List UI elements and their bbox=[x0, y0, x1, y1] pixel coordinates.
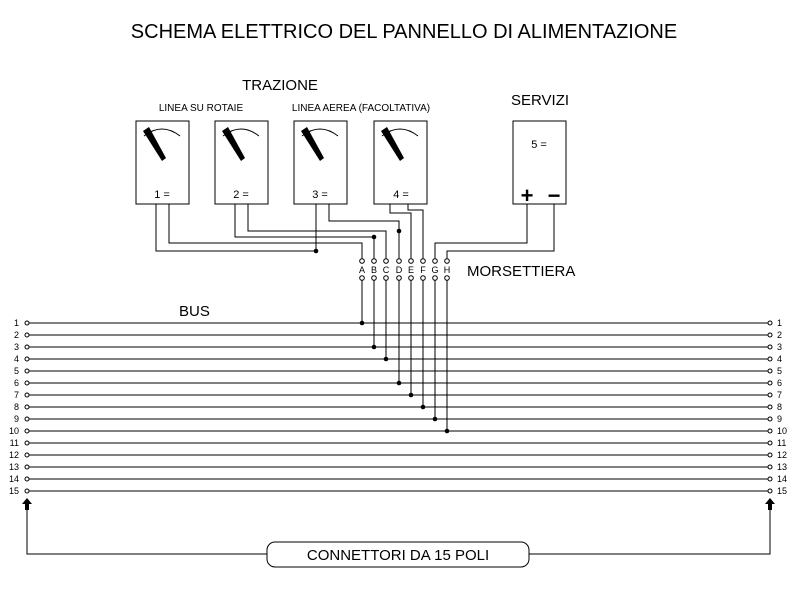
terminal-g bbox=[431, 259, 438, 281]
terminal-d bbox=[396, 259, 403, 281]
terminal-label: F bbox=[420, 265, 426, 275]
right-connector-arrow-icon bbox=[765, 498, 775, 510]
bus-line-right-label: 7 bbox=[777, 390, 783, 400]
terminal-f bbox=[420, 259, 426, 281]
bus-line-10 bbox=[9, 426, 787, 436]
terminal-c bbox=[383, 259, 390, 281]
terminal-label: D bbox=[395, 265, 403, 275]
bus-line-right-label: 6 bbox=[777, 378, 783, 388]
terminal-label: A bbox=[358, 265, 366, 275]
servizi-label: SERVIZI bbox=[510, 92, 570, 109]
bus-line-left-label: 11 bbox=[9, 438, 19, 448]
bus-line-left-label: 9 bbox=[13, 414, 19, 424]
bus-line-9 bbox=[14, 414, 782, 424]
bus-line-right-label: 1 bbox=[777, 318, 783, 328]
terminal-a bbox=[359, 259, 365, 281]
bus-line-2 bbox=[14, 330, 782, 340]
bus-line-left-label: 10 bbox=[8, 426, 19, 436]
bus-line-left-label: 4 bbox=[13, 354, 19, 364]
bus-line-left-label: 2 bbox=[13, 330, 19, 340]
meter-wiring bbox=[156, 204, 554, 259]
bus-line-right-label: 9 bbox=[777, 414, 783, 424]
bus bbox=[9, 280, 787, 496]
bus-line-5 bbox=[14, 366, 782, 376]
bus-line-7 bbox=[14, 390, 782, 400]
meter-1-label: 1 = bbox=[154, 189, 170, 201]
bus-line-left-label: 8 bbox=[13, 402, 19, 412]
meter-1 bbox=[136, 121, 189, 204]
meter-5-label: 5 = bbox=[531, 139, 547, 151]
linea-aerea-label: LINEA AEREA (FACOLTATIVA) bbox=[291, 103, 431, 114]
bus-line-right-label: 13 bbox=[777, 462, 788, 472]
bus-line-12 bbox=[9, 450, 787, 460]
plus-icon: + bbox=[520, 183, 534, 208]
bus-line-13 bbox=[9, 462, 787, 472]
meter-2 bbox=[215, 121, 268, 204]
bus-line-15 bbox=[9, 486, 787, 496]
bus-label: BUS bbox=[179, 303, 210, 320]
terminal-e bbox=[408, 259, 414, 281]
bus-line-8 bbox=[14, 402, 782, 412]
bus-line-right-label: 10 bbox=[777, 426, 788, 436]
bus-line-right-label: 14 bbox=[777, 474, 788, 484]
bus-line-left-label: 3 bbox=[13, 342, 19, 352]
terminal-label: B bbox=[370, 265, 378, 275]
terminal-h bbox=[444, 259, 451, 281]
bus-line-4 bbox=[14, 354, 782, 364]
bus-line-left-label: 5 bbox=[13, 366, 19, 376]
left-connector-arrow-icon bbox=[22, 498, 32, 510]
linea-rotaie-label: LINEA SU ROTAIE bbox=[158, 103, 244, 114]
meter-3-label: 3 = bbox=[312, 189, 328, 201]
bus-line-right-label: 2 bbox=[777, 330, 783, 340]
meter-5 bbox=[513, 121, 566, 208]
meter-4 bbox=[374, 121, 427, 204]
diagram-title: SCHEMA ELETTRICO DEL PANNELLO DI ALIMENTAZIONE bbox=[130, 21, 678, 43]
terminal-block bbox=[359, 259, 450, 281]
bus-line-right-label: 5 bbox=[777, 366, 783, 376]
morsettiera-label: MORSETTIERA bbox=[467, 263, 576, 280]
trazione-label: TRAZIONE bbox=[242, 77, 318, 94]
bus-line-right-label: 8 bbox=[777, 402, 783, 412]
meter-2-label: 2 = bbox=[233, 189, 249, 201]
bus-line-left-label: 13 bbox=[8, 462, 19, 472]
bus-line-left-label: 6 bbox=[13, 378, 19, 388]
bus-line-right-label: 12 bbox=[777, 450, 788, 460]
bus-line-left-label: 14 bbox=[8, 474, 19, 484]
terminal-label: E bbox=[407, 265, 415, 275]
bus-line-11 bbox=[10, 438, 787, 448]
bus-line-left-label: 1 bbox=[13, 318, 19, 328]
bus-line-1 bbox=[14, 318, 782, 328]
connector-label: CONNETTORI DA 15 POLI bbox=[306, 547, 490, 564]
terminal-label: H bbox=[443, 265, 451, 275]
bus-line-left-label: 12 bbox=[8, 450, 19, 460]
meter-4-label: 4 = bbox=[393, 189, 409, 201]
connector-arrows bbox=[22, 498, 775, 567]
bus-line-3 bbox=[14, 342, 782, 352]
bus-line-right-label: 3 bbox=[777, 342, 783, 352]
terminal-label: G bbox=[431, 265, 439, 275]
bus-line-14 bbox=[9, 474, 787, 484]
bus-line-right-label: 11 bbox=[777, 438, 787, 448]
bus-line-left-label: 15 bbox=[8, 486, 19, 496]
bus-line-6 bbox=[14, 378, 782, 388]
minus-icon: − bbox=[547, 183, 561, 208]
meter-3 bbox=[294, 121, 347, 204]
terminal-label: C bbox=[382, 265, 390, 275]
terminal-b bbox=[371, 259, 377, 281]
bus-line-right-label: 4 bbox=[777, 354, 783, 364]
bus-line-left-label: 7 bbox=[13, 390, 19, 400]
bus-line-right-label: 15 bbox=[777, 486, 788, 496]
